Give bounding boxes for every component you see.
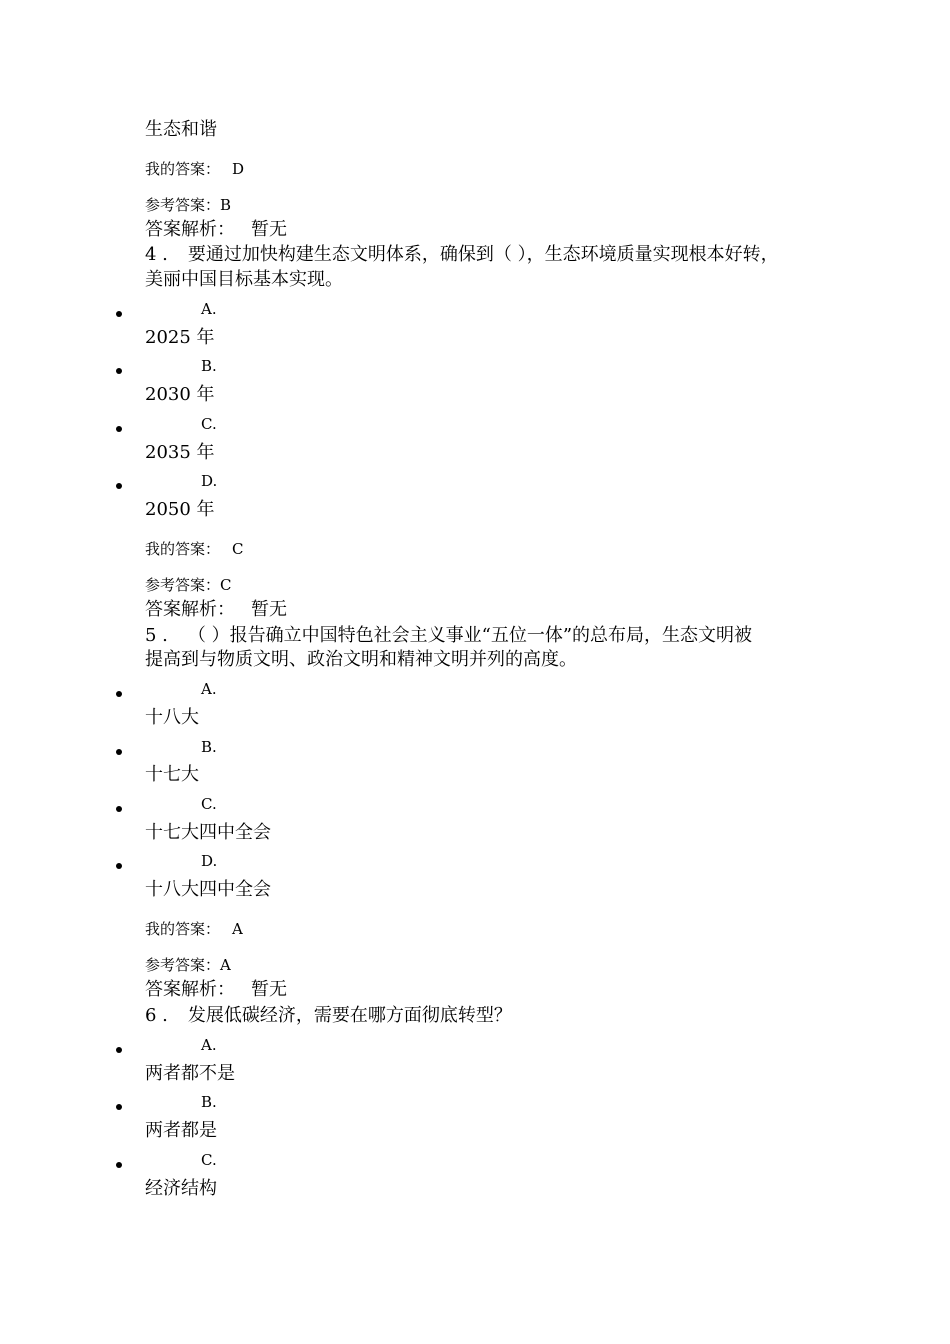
option-bullet <box>116 806 122 812</box>
analysis-label: 答案解析： <box>145 219 235 240</box>
analysis-value: 暂无 <box>251 219 287 240</box>
reference-answer-value: B <box>220 196 232 214</box>
my-answer-value: C <box>232 540 244 558</box>
option-text[interactable]: 经济结构 <box>145 1178 217 1199</box>
question-4-line-2: 美丽中国目标基本实现。 <box>145 269 343 290</box>
option-letter[interactable]: A. <box>201 1036 217 1054</box>
option-letter[interactable]: D. <box>201 472 218 490</box>
option-letter[interactable]: C. <box>201 415 217 433</box>
my-answer-value: D <box>232 160 245 178</box>
option-text: 生态和谐 <box>145 119 217 140</box>
answer-analysis <box>145 221 287 239</box>
reference-answer <box>145 958 231 973</box>
option-bullet <box>116 483 122 489</box>
reference-answer <box>145 198 231 213</box>
analysis-label: 答案解析： <box>145 979 235 1000</box>
option-letter[interactable]: C. <box>201 1151 217 1169</box>
my-answer-label: 我的答案： <box>145 160 221 178</box>
question-number: 6 . <box>145 1005 168 1026</box>
reference-answer-label: 参考答案： <box>145 196 221 214</box>
reference-answer-value: A <box>220 956 231 974</box>
question-text: 要通过加快构建生态文明体系，确保到（ ），生态环境质量实现根本好转， <box>187 244 779 265</box>
option-letter[interactable]: B. <box>201 1093 217 1111</box>
question-text: 发展低碳经济，需要在哪方面彻底转型？ <box>187 1005 512 1026</box>
reference-answer-label: 参考答案： <box>145 576 221 594</box>
option-bullet <box>116 1162 122 1168</box>
reference-answer-value: C <box>220 576 232 594</box>
option-bullet <box>116 863 122 869</box>
my-answer <box>145 542 244 557</box>
option-text[interactable]: 十七大 <box>145 764 199 785</box>
option-bullet <box>116 691 122 697</box>
option-bullet <box>116 749 122 755</box>
question-text: （ ）报告确立中国特色社会主义事业“五位一体”的总布局，生态文明被 <box>187 625 753 646</box>
question-4-line-1 <box>145 246 779 264</box>
option-letter[interactable]: B. <box>201 738 217 756</box>
option-bullet <box>116 1047 122 1053</box>
option-letter[interactable]: C. <box>201 795 217 813</box>
option-letter[interactable]: A. <box>201 300 217 318</box>
option-text[interactable]: 2035 年 <box>145 442 215 463</box>
option-letter[interactable]: D. <box>201 852 218 870</box>
answer-analysis <box>145 981 287 999</box>
my-answer-label: 我的答案： <box>145 540 221 558</box>
answer-analysis <box>145 601 287 619</box>
my-answer-value: A <box>232 920 243 938</box>
reference-answer-label: 参考答案： <box>145 956 221 974</box>
option-letter[interactable]: B. <box>201 357 217 375</box>
question-6-line-1 <box>145 1007 512 1025</box>
my-answer <box>145 922 243 937</box>
question-5-line-1 <box>145 627 752 645</box>
option-text[interactable]: 十八大 <box>145 707 199 728</box>
question-number: 5 . <box>145 625 168 646</box>
my-answer-label: 我的答案： <box>145 920 221 938</box>
option-text[interactable]: 十七大四中全会 <box>145 822 271 843</box>
option-bullet <box>116 311 122 317</box>
option-text[interactable]: 2050 年 <box>145 499 215 520</box>
option-letter[interactable]: A. <box>201 680 217 698</box>
analysis-value: 暂无 <box>251 979 287 1000</box>
my-answer <box>145 162 244 177</box>
question-number: 4 . <box>145 244 168 265</box>
option-bullet <box>116 368 122 374</box>
option-text[interactable]: 十八大四中全会 <box>145 879 271 900</box>
option-text[interactable]: 两者都不是 <box>145 1063 235 1084</box>
question-5-line-2: 提高到与物质文明、政治文明和精神文明并列的高度。 <box>145 649 577 670</box>
analysis-value: 暂无 <box>251 599 287 620</box>
analysis-label: 答案解析： <box>145 599 235 620</box>
option-text[interactable]: 2030 年 <box>145 384 215 405</box>
option-text[interactable]: 2025 年 <box>145 327 215 348</box>
option-bullet <box>116 1104 122 1110</box>
option-text[interactable]: 两者都是 <box>145 1120 217 1141</box>
option-bullet <box>116 426 122 432</box>
reference-answer <box>145 578 232 593</box>
